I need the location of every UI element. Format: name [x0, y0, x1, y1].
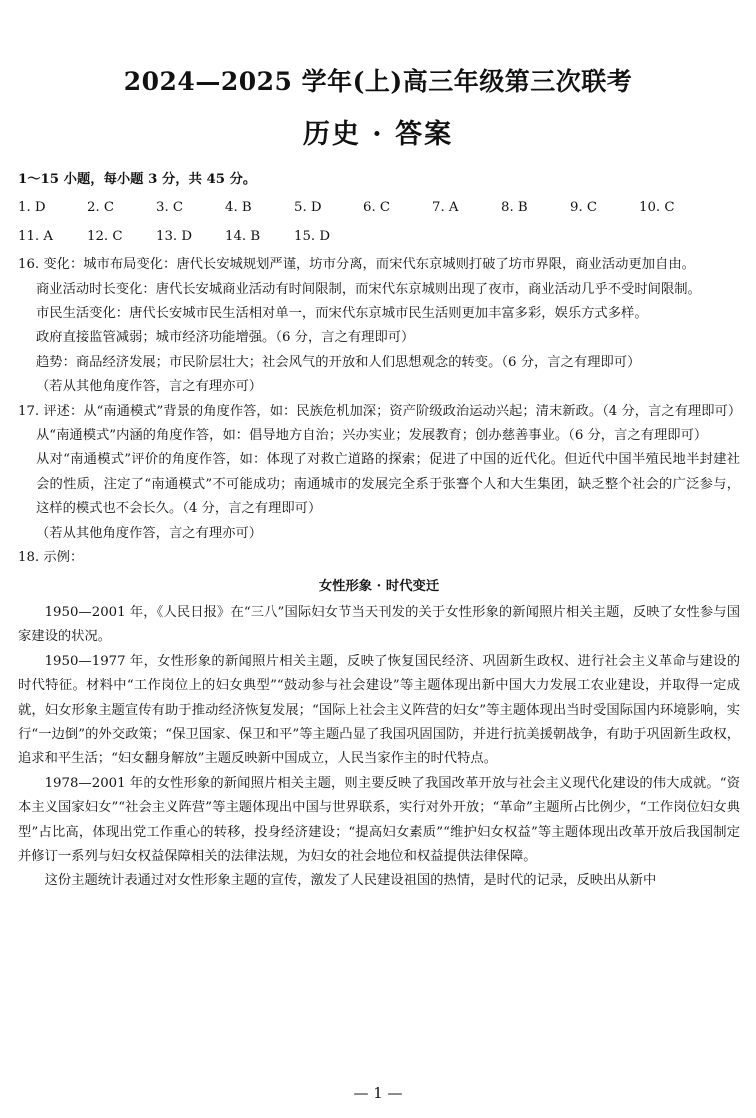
question-16 [18, 253, 740, 399]
question-17 [18, 400, 740, 546]
page-subtitle: 历史 · 答案 [302, 119, 454, 150]
mc-answer: 3. C [156, 200, 184, 216]
mc-answer: 2. C [87, 200, 115, 216]
q18-paragraph: 1950—1977 年，女性形象的新闻照片相关主题，反映了恢复国民经济、巩固新生政权、进行社会主义革命与建设的时代特征。材料中“工作岗位上的妇女典型”“鼓动参与社会建设”等主题体现出新中国大力发展工农业建设，并取得一定成就，妇女形象主题宣传有助于推动经济恢复发展；“国际上社会主义阵营的妇女”等主题体现出当时受国际国内环境影响，实行“一边倒”的外交政策；“保卫国家、保卫和平”等主题凸显了我国巩固国防，并进行抗美援朝战争，有助于巩固新生政权，追求和平生活；“妇女翻身解放”主题反映新中国成立，人民当家作主的时代特点。 [18, 653, 740, 767]
q18-paragraph: 1978—2001 年的女性形象的新闻照片相关主题，则主要反映了我国改革开放与社会主义现代化建设的伟大成就。“资本主义国家妇女”“社会主义阵营”等主题体现出中国与世界联系，实行对外开放；“革命”主题所占比例少，“工作岗位妇女典型”占比高，体现出党工作重心的转移，投身经济建设；“提高妇女素质”“维护妇女权益”等主题体现出改革开放后我国制定并修订一系列与妇女权益保障相关的法律法规，为妇女的社会地位和权益提供法律保障。 [18, 775, 740, 864]
q18-label: 18. 示例： [18, 550, 84, 566]
q17-background: 17. 评述：从“南通模式”背景的角度作答，如：民族危机加深；资产阶级政治运动兴起；清末新政。（4 分，言之有理即可） [18, 403, 742, 419]
q16-note: （若从其他角度作答，言之有理亦可） [36, 379, 263, 395]
q17-evaluation: 从对“南通模式”评价的角度作答，如：体现了对救亡道路的探索；促进了中国的近代化。但近代中国半殖民地半封建社会的性质，注定了“南通模式”不可能成功；南通城市的发展完全系于张謇个人和大生集团，缺乏整个社会的广泛参与，这样的模式也不会长久。（4 分，言之有理即可） [36, 452, 740, 517]
mc-answer: 9. C [570, 200, 598, 216]
q16-change-layout: 16. 变化：城市布局变化：唐代长安城规划严谨，坊市分离，而宋代东京城则打破了坊市界限，商业活动更加自由。 [18, 257, 695, 273]
mc-answer-grid [18, 196, 740, 249]
mc-answer: 11. A [18, 228, 53, 244]
q17-connotation: 从“南通模式”内涵的角度作答，如：倡导地方自治；兴办实业；发展教育；创办慈善事业。（6 分，言之有理即可） [36, 428, 708, 444]
q16-change-supervision: 政府直接监管减弱；城市经济功能增强。（6 分，言之有理即可） [36, 330, 415, 346]
q17-note: （若从其他角度作答，言之有理亦可） [36, 525, 263, 541]
q18-paragraph: 1950—2001 年，《人民日报》在“三八”国际妇女节当天刊发的关于女性形象的新闻照片相关主题，反映了女性参与国家建设的状况。 [18, 604, 740, 645]
mc-answer: 15. D [294, 228, 331, 244]
mc-answer: 14. B [225, 228, 261, 244]
mc-intro: 1～15 小题，每小题 3 分，共 45 分。 [18, 172, 257, 187]
mc-answer: 13. D [156, 228, 193, 244]
mc-answer: 1. D [18, 200, 46, 216]
q16-change-citizen-life: 市民生活变化：唐代长安城市民生活相对单一，而宋代东京城市民生活则更加丰富多彩，娱乐方式多样。 [36, 306, 648, 322]
q16-trend: 趋势：商品经济发展；市民阶层壮大；社会风气的开放和人们思想观念的转变。（6 分，言之有理即可） [36, 354, 641, 370]
mc-answer: 12. C [87, 228, 123, 244]
mc-answer: 10. C [639, 200, 675, 216]
answer-body [18, 168, 740, 894]
question-18 [18, 546, 740, 894]
mc-answer: 4. B [225, 200, 252, 216]
q18-essay-title: 女性形象 · 时代变迁 [318, 578, 440, 594]
page-number: — 1 — [353, 1084, 403, 1102]
mc-answer: 7. A [432, 200, 459, 216]
mc-answer: 6. C [363, 200, 391, 216]
mc-answer: 5. D [294, 200, 322, 216]
page-title: 2024—2025 学年(上)高三年级第三次联考 [123, 67, 633, 96]
mc-answer: 8. B [501, 200, 528, 216]
q18-paragraph: 这份主题统计表通过对女性形象主题的宣传，激发了人民建设祖国的热情，是时代的记录，反映出从新中 [44, 873, 657, 889]
q16-change-business-hours: 商业活动时长变化：唐代长安城商业活动有时间限制，而宋代东京城则出现了夜市，商业活动几乎不受时间限制。 [36, 281, 701, 297]
